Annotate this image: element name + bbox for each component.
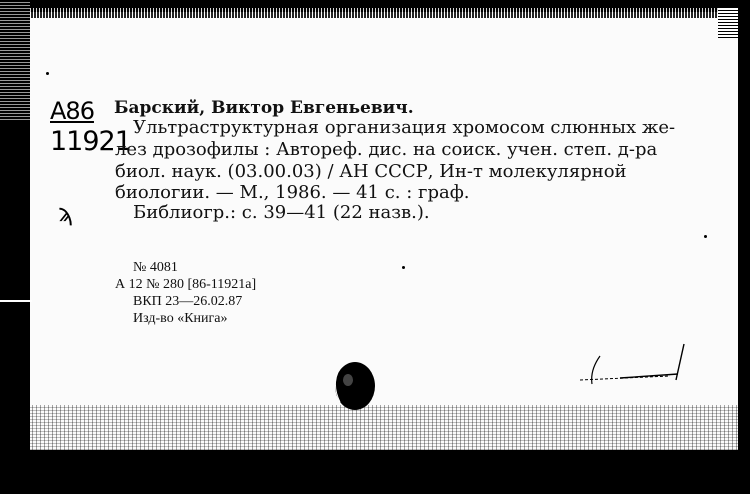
scan-speck xyxy=(46,72,49,75)
scan-speck xyxy=(704,235,707,238)
pencil-ticks-icon xyxy=(560,340,700,400)
scan-noise-left xyxy=(0,0,30,120)
handwritten-accession-number: 11921 xyxy=(50,126,131,157)
imprint-line: А 12 № 280 [86-11921а] xyxy=(115,277,257,292)
author-heading: Барский, Виктор Евгеньевич. xyxy=(114,98,414,118)
handwritten-mark: ϡ xyxy=(58,199,74,227)
title-line: Ультраструктурная организация хромосом слюнных же- xyxy=(133,117,676,138)
title-line: биол. наук. (03.00.03) / АН СССР, Ин-т молекулярной xyxy=(115,161,627,182)
imprint-line: ВКП 23—26.02.87 xyxy=(133,294,243,309)
scan-noise-right xyxy=(718,8,738,38)
scan-noise-top xyxy=(30,8,738,18)
title-line: лез дрозофилы : Автореф. дис. на соиск. учен. степ. д-ра xyxy=(115,139,658,160)
handwritten-shelf-mark: А86 xyxy=(50,97,94,125)
title-line: биологии. — М., 1986. — 41 с. : граф. xyxy=(115,182,470,203)
scan-speck xyxy=(402,266,405,269)
bibliography-note: Библиогр.: с. 39—41 (22 назв.). xyxy=(133,202,430,223)
punch-hole-icon xyxy=(330,358,380,414)
scan-border-bottom xyxy=(0,450,750,494)
imprint-line: № 4081 xyxy=(133,260,178,275)
left-edge-gap xyxy=(0,300,32,302)
imprint-line: Изд-во «Книга» xyxy=(133,311,228,326)
